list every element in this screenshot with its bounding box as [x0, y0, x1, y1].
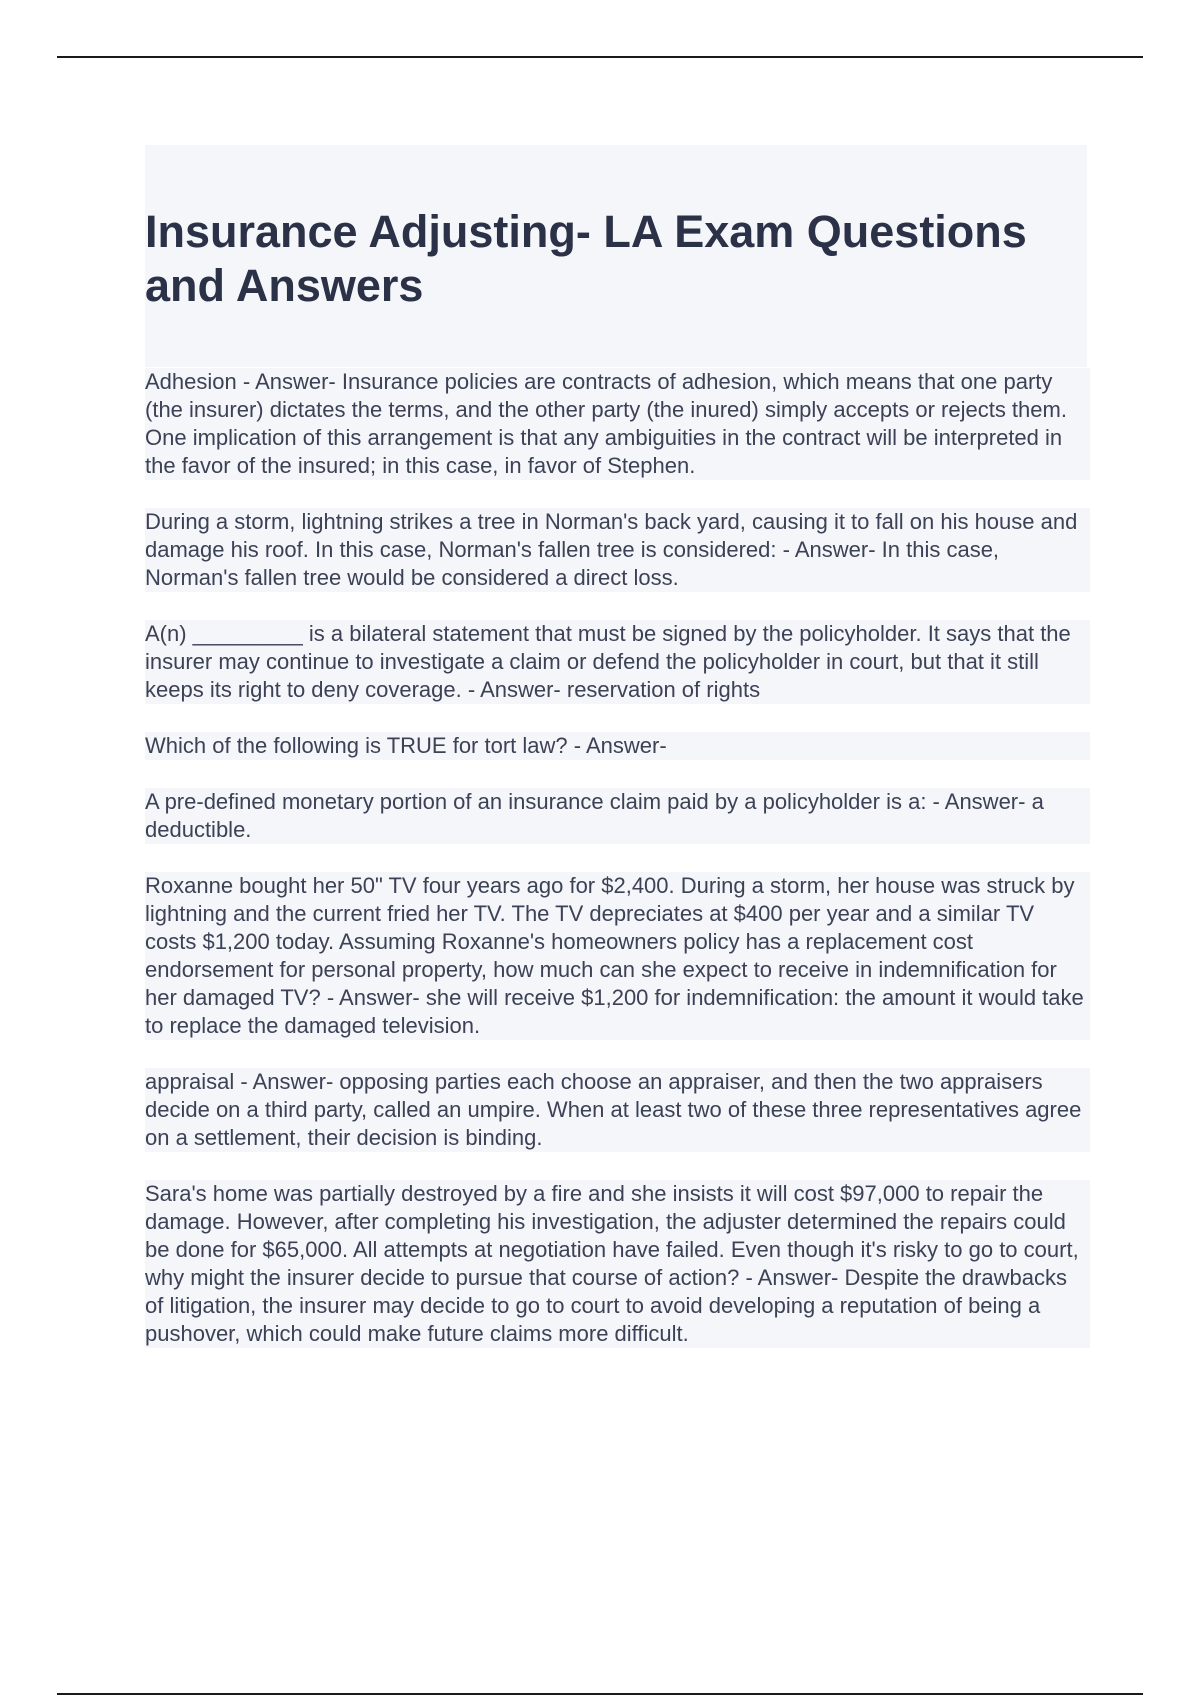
- qa-list: [145, 368, 1090, 1376]
- qa-entry-adhesion: Adhesion - Answer- Insurance policies are contracts of adhesion, which means that one party (the insurer) dictates the terms, and the other party (the inured) simply accepts or rejects them. One implication of this arrangement is that any ambiguities in the contract will be interpreted in the favor of the insured; in this case, in favor of Stephen.: [145, 368, 1090, 480]
- qa-entry-deductible: A pre-defined monetary portion of an insurance claim paid by a policyholder is a: - Answer- a deductible.: [145, 788, 1090, 844]
- qa-entry-reservation-of-rights: A(n) _________ is a bilateral statement that must be signed by the policyholder. It says that the insurer may continue to investigate a claim or defend the policyholder in court, but that it still keeps its right to deny coverage. - Answer- reservation of rights: [145, 620, 1090, 704]
- qa-entry-litigation: Sara's home was partially destroyed by a fire and she insists it will cost $97,000 to repair the damage. However, after completing his investigation, the adjuster determined the repairs could be done for $65,000. All attempts at negotiation have failed. Even though it's risky to go to court, why might the insurer decide to pursue that course of action? - Answer- Despite the drawbacks of litigation, the insurer may decide to go to court to avoid developing a reputation of being a pushover, which could make future claims more difficult.: [145, 1180, 1090, 1348]
- qa-entry-appraisal: appraisal - Answer- opposing parties each choose an appraiser, and then the two appraisers decide on a third party, called an umpire. When at least two of these three representatives agree on a settlement, their decision is binding.: [145, 1068, 1090, 1152]
- document-title: Insurance Adjusting- LA Exam Questions and Answers: [145, 206, 1027, 311]
- bottom-rule: [57, 1693, 1143, 1695]
- title-block: [145, 145, 1087, 367]
- qa-entry-tort-law: Which of the following is TRUE for tort law? - Answer-: [145, 732, 1090, 760]
- qa-entry-replacement-cost: Roxanne bought her 50" TV four years ago for $2,400. During a storm, her house was struck by lightning and the current fried her TV. The TV depreciates at $400 per year and a similar TV costs $1,200 today. Assuming Roxanne's homeowners policy has a replacement cost endorsement for personal property, how much can she expect to receive in indemnification for her damaged TV? - Answer- she will receive $1,200 for indemnification: the amount it would take to replace the damaged television.: [145, 872, 1090, 1040]
- qa-entry-direct-loss: During a storm, lightning strikes a tree in Norman's back yard, causing it to fall on his house and damage his roof. In this case, Norman's fallen tree is considered: - Answer- In this case, Norman's fallen tree would be considered a direct loss.: [145, 508, 1090, 592]
- top-rule: [57, 56, 1143, 58]
